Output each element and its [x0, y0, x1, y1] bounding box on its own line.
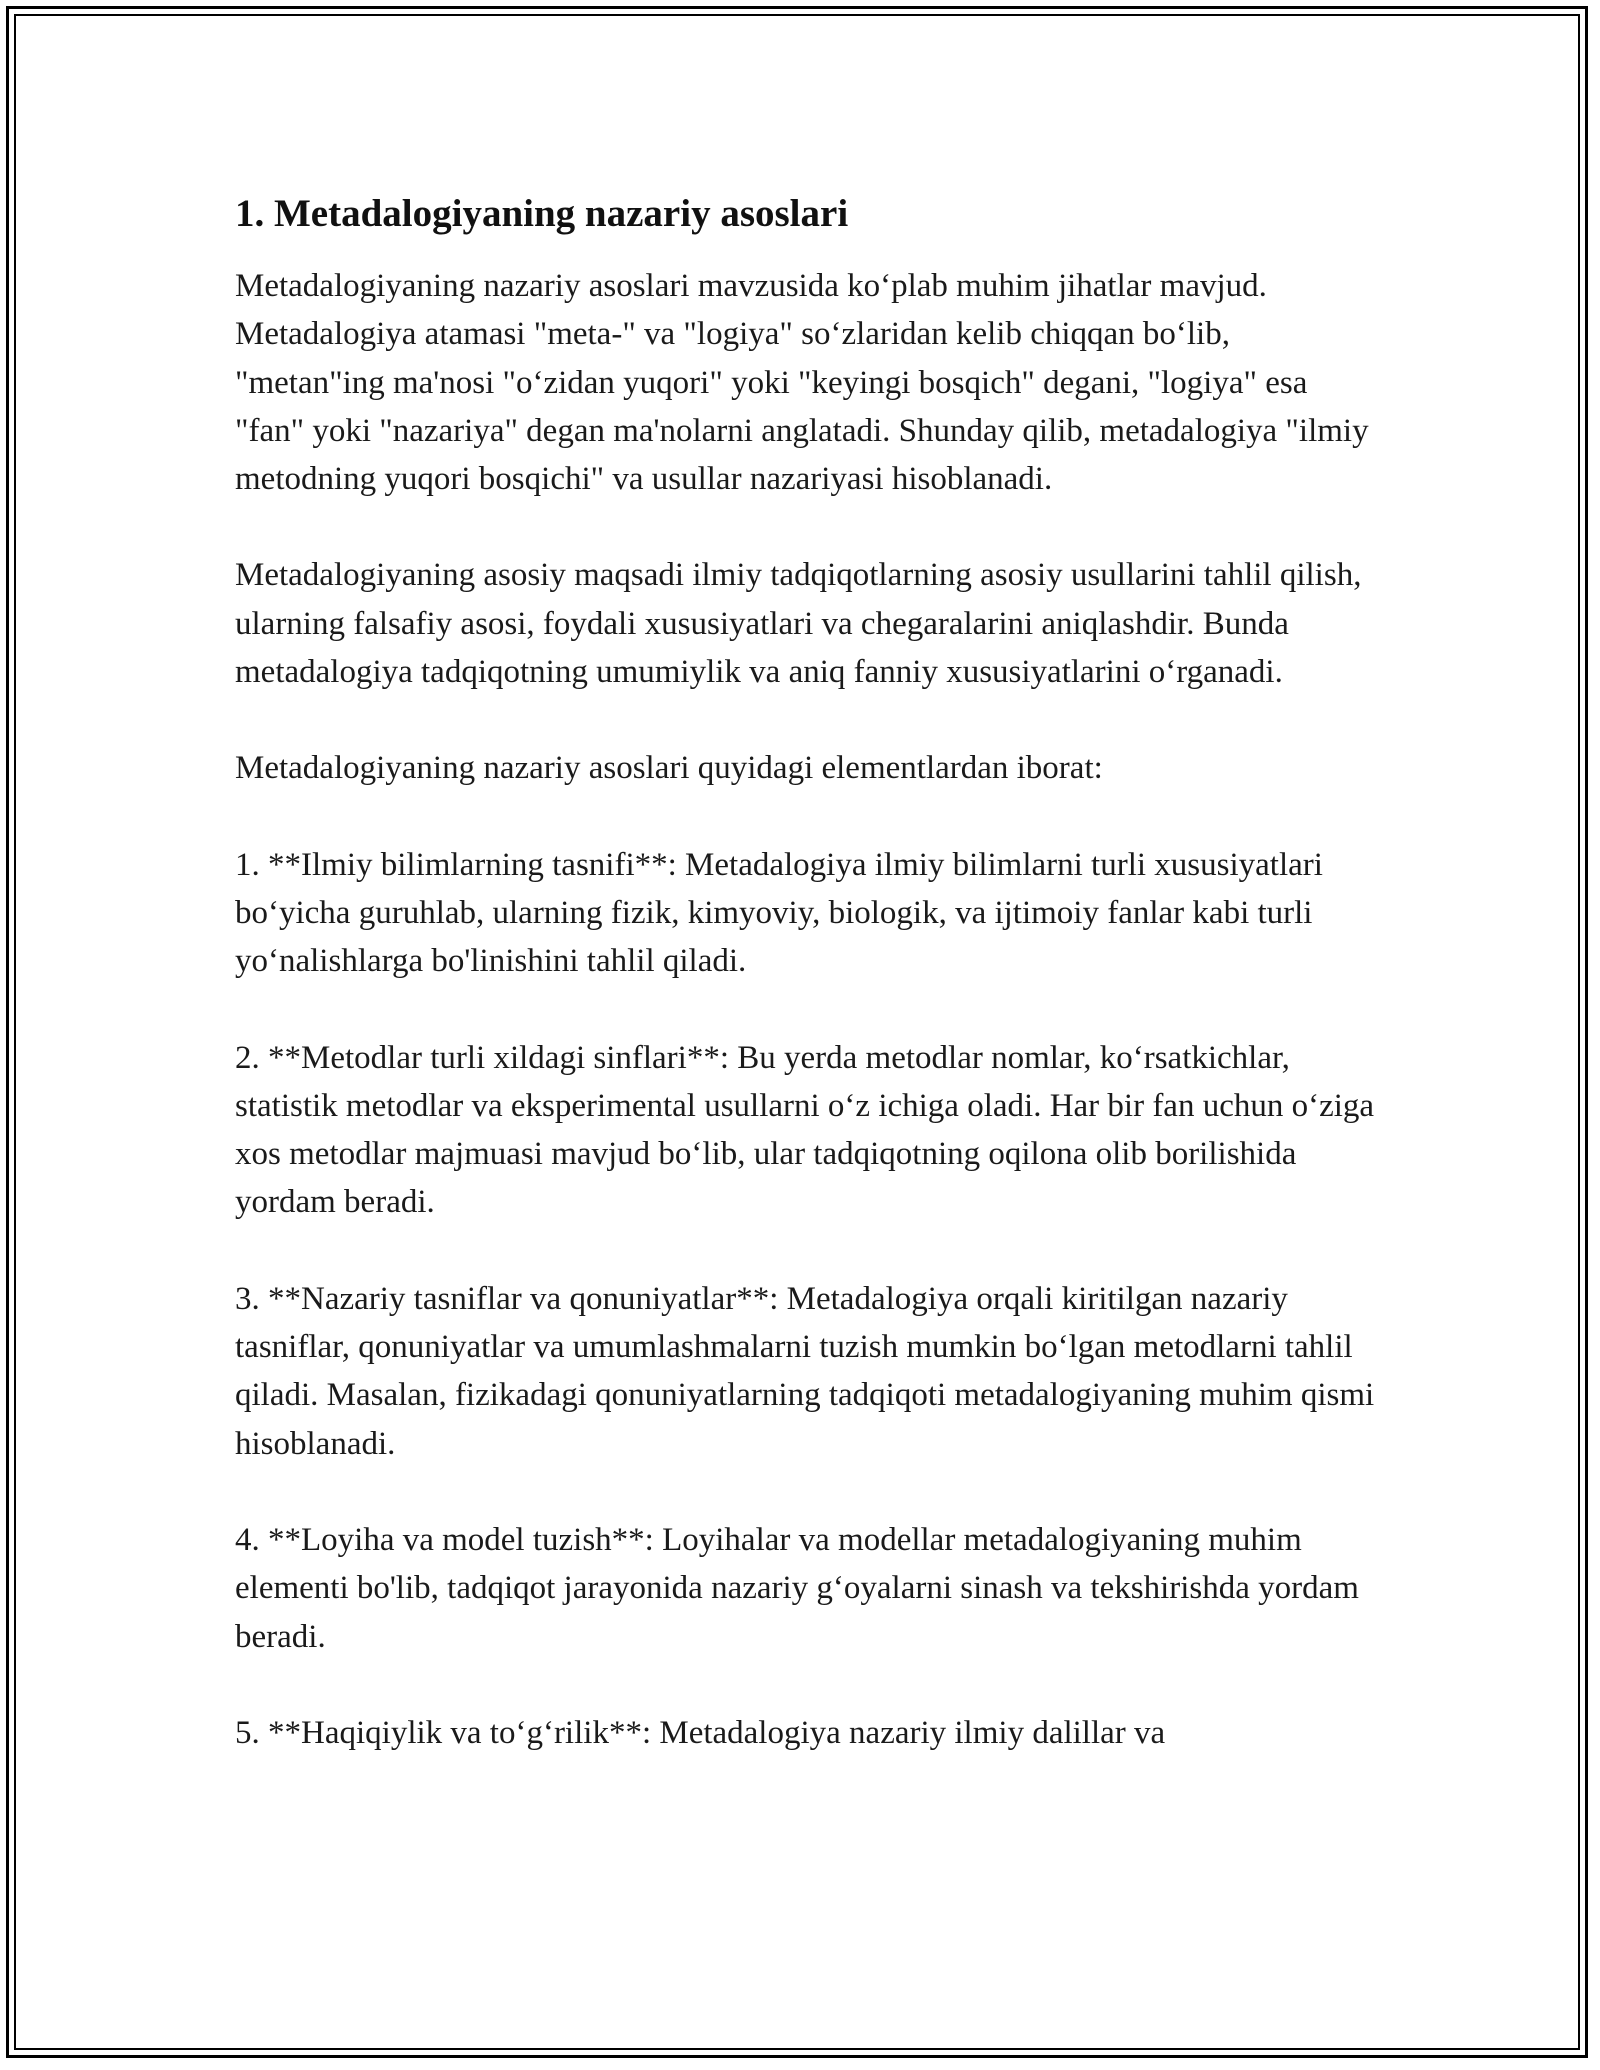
intro-paragraph: Metadalogiyaning nazariy asoslari mavzusida ko‘plab muhim jihatlar mavjud. Metadalogiya atamasi "meta-" va "logiya" so‘zlaridan kelib chiqqan bo‘lib, "metan"ing ma'nosi "o‘zidan yuqori" yoki "keyingi bosqich" degani, "logiya" esa "fan" yoki "nazariya" degan ma'nolarni anglatadi. Shunday qilib, metadalogiya "ilmiy metodning yuqori bosqichi" va usullar nazariyasi hisoblanadi. — [235, 268, 1377, 498]
document-body — [235, 186, 1383, 1805]
elements-intro-paragraph: Metadalogiyaning nazariy asoslari quyidagi elementlardan iborat: — [235, 750, 1103, 787]
list-item-1: 1. **Ilmiy bilimlarning tasnifi**: Metadalogiya ilmiy bilimlarni turli xususiyatlari bo‘yicha guruhlab, ularning fizik, kimyoviy, biologik, va ijtimoiy fanlar kabi turli yo‘nalishlarga bo'linishini tahlil qiladi. — [235, 846, 1332, 980]
purpose-paragraph: Metadalogiyaning asosiy maqsadi ilmiy tadqiqotlarning asosiy usullarini tahlil qilish, ularning falsafiy asosi, foydali xususiyatlari va chegaralarini aniqlashdir. Bunda metadalogiya tadqiqotning umumiylik va aniq fanniy xususiyatlarini o‘rganadi. — [235, 557, 1370, 691]
list-item-5: 5. **Haqiqiylik va to‘g‘rilik**: Metadalogiya nazariy ilmiy dalillar va — [235, 1714, 1166, 1751]
section-heading: 1. Metadalogiyaning nazariy asoslari — [235, 192, 849, 235]
list-item-3: 3. **Nazariy tasniflar va qonuniyatlar**: Metadalogiya orqali kiritilgan nazariy tasniflar, qonuniyatlar va umumlashmalarni tuzish mumkin bo‘lgan metodlarni tahlil qiladi. Masalan, fizikadagi qonuniyatlarning tadqiqoti metadalogiyaning muhim qismi hisoblanadi. — [235, 1280, 1383, 1462]
list-item-4: 4. **Loyiha va model tuzish**: Loyihalar va modellar metadalogiyaning muhim elementi bo'lib, tadqiqot jarayonida nazariy g‘oyalarni sinash va tekshirishda yordam beradi. — [235, 1521, 1368, 1655]
list-item-2: 2. **Metodlar turli xildagi sinflari**: Bu yerda metodlar nomlar, ko‘rsatkichlar, statistik metodlar va eksperimental usullarni o‘z ichiga oladi. Har bir fan uchun o‘ziga xos metodlar majmuasi mavjud bo‘lib, ular tadqiqotning oqilona olib borilishida yordam beradi. — [235, 1039, 1383, 1221]
